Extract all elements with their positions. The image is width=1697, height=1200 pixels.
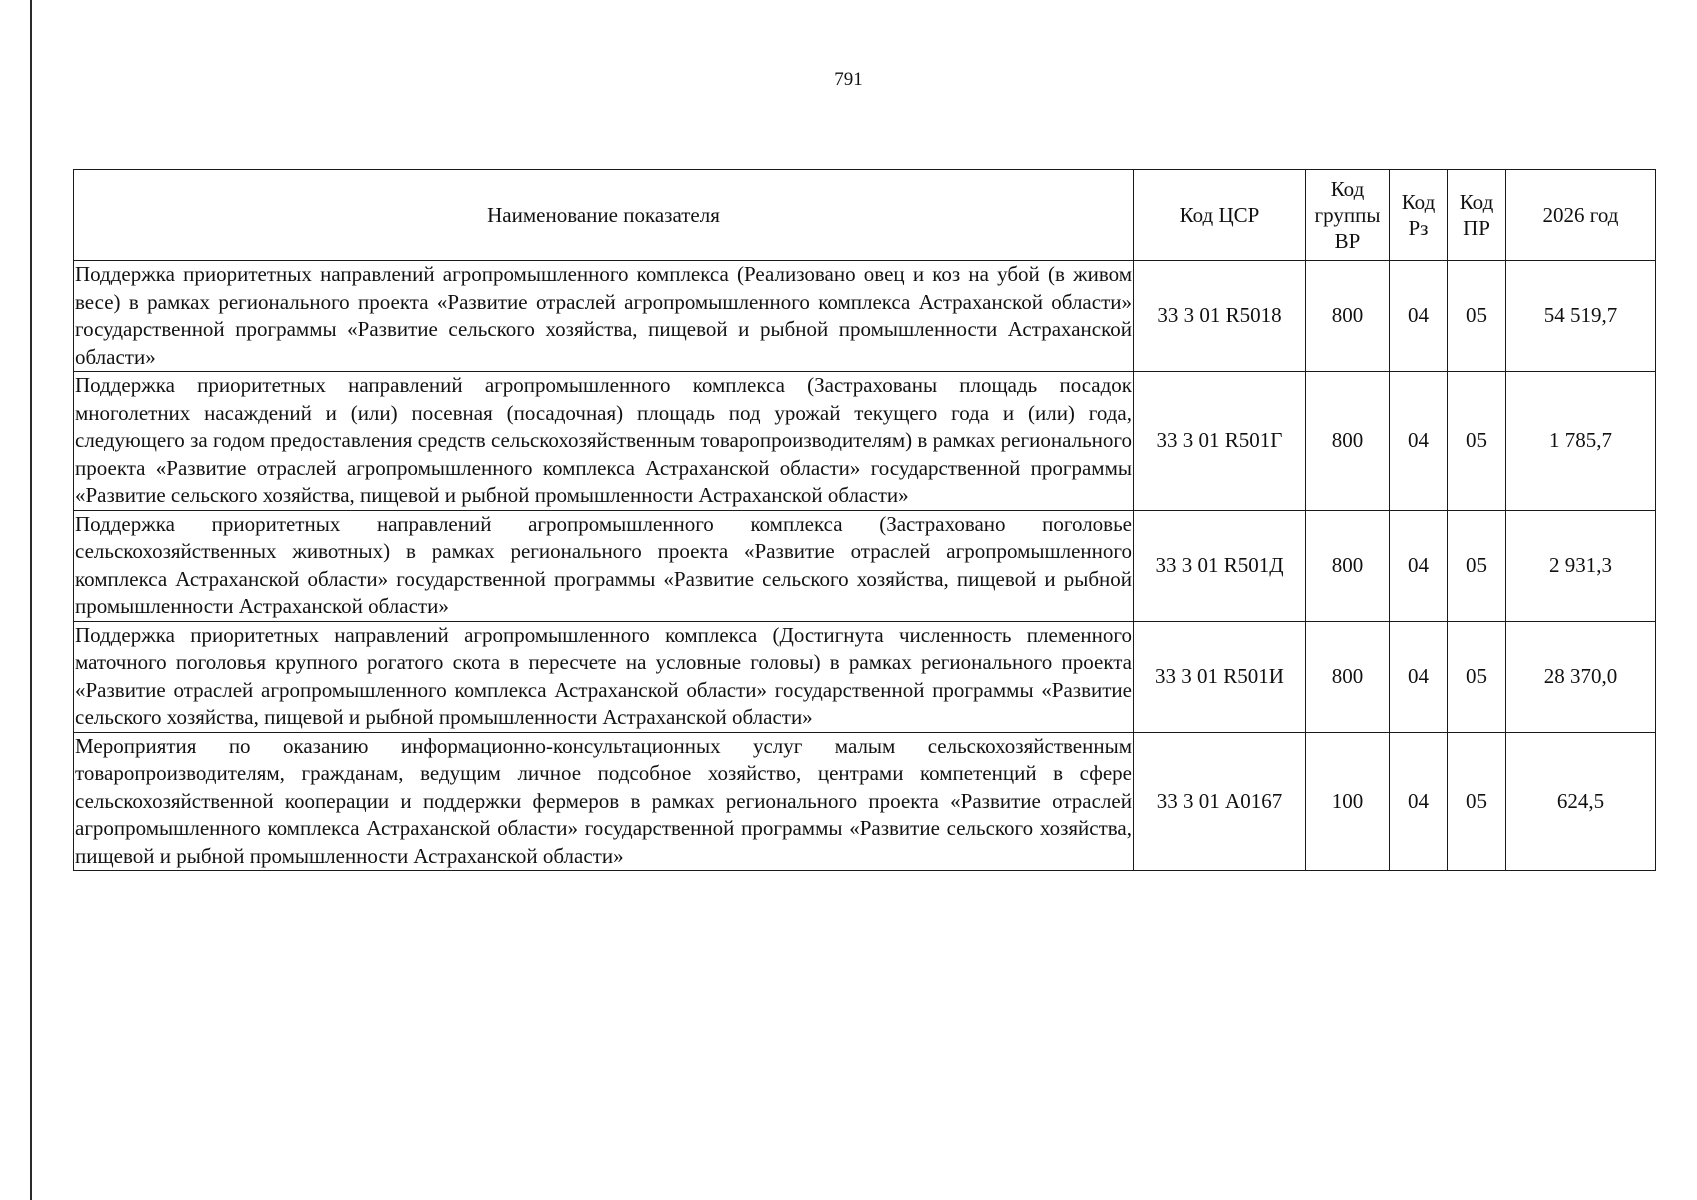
row-csr: 33 3 01 R5018 — [1134, 261, 1306, 372]
header-pr: Код ПР — [1448, 170, 1506, 261]
row-csr: 33 3 01 R501Г — [1134, 372, 1306, 511]
header-row — [74, 170, 1656, 261]
budget-table — [73, 169, 1656, 871]
row-csr: 33 3 01 R501И — [1134, 621, 1306, 732]
row-pr: 05 — [1448, 372, 1506, 511]
row-vr: 800 — [1306, 510, 1390, 621]
table-row — [74, 510, 1656, 621]
table-body — [74, 261, 1656, 871]
row-rz: 04 — [1390, 621, 1448, 732]
row-rz: 04 — [1390, 372, 1448, 511]
header-vr: Код группы ВР — [1306, 170, 1390, 261]
row-vr: 800 — [1306, 372, 1390, 511]
row-rz: 04 — [1390, 732, 1448, 871]
table-row — [74, 621, 1656, 732]
page-number: 791 — [834, 69, 863, 90]
row-name: Поддержка приоритетных направлений агропромышленного комплекса (Застрахованы площадь посадок многолетних насаждений и (или) посевная (посадочная) площадь под урожай текущего года и (или) года, следующего за годом предоставления средств сельскохозяйственным товаропроизводителям) в рамках регионального проекта «Развитие отраслей агропромышленного комплекса Астраханской области» государственной программы «Развитие сельского хозяйства, пищевой и рыбной промышленности Астраханской области» — [74, 372, 1134, 511]
row-name: Поддержка приоритетных направлений агропромышленного комплекса (Достигнута численность племенного маточного поголовья крупного рогатого скота в пересчете на условные головы) в рамках регионального проекта «Развитие отраслей агропромышленного комплекса Астраханской области» государственной программы «Развитие сельского хозяйства, пищевой и рыбной промышленности Астраханской области» — [74, 621, 1134, 732]
row-amount: 1 785,7 — [1506, 372, 1656, 511]
row-rz: 04 — [1390, 510, 1448, 621]
row-amount: 2 931,3 — [1506, 510, 1656, 621]
row-amount: 54 519,7 — [1506, 261, 1656, 372]
row-rz: 04 — [1390, 261, 1448, 372]
header-csr: Код ЦСР — [1134, 170, 1306, 261]
table-row — [74, 372, 1656, 511]
table-row — [74, 732, 1656, 871]
row-pr: 05 — [1448, 510, 1506, 621]
row-name: Мероприятия по оказанию информационно-консультационных услуг малым сельскохозяйственным товаропроизводителям, гражданам, ведущим личное подсобное хозяйство, центрами компетенций в сфере сельскохозяйственной кооперации и поддержки фермеров в рамках регионального проекта «Развитие отраслей агропромышленного комплекса Астраханской области» государственной программы «Развитие сельского хозяйства, пищевой и рыбной промышленности Астраханской области» — [74, 732, 1134, 871]
row-csr: 33 3 01 R501Д — [1134, 510, 1306, 621]
header-year: 2026 год — [1506, 170, 1656, 261]
row-pr: 05 — [1448, 732, 1506, 871]
row-pr: 05 — [1448, 621, 1506, 732]
row-name: Поддержка приоритетных направлений агропромышленного комплекса (Реализовано овец и коз на убой (в живом весе) в рамках регионального проекта «Развитие отраслей агропромышленного комплекса Астраханской области» государственной программы «Развитие сельского хозяйства, пищевой и рыбной промышленности Астраханской области» — [74, 261, 1134, 372]
table-row — [74, 261, 1656, 372]
row-name: Поддержка приоритетных направлений агропромышленного комплекса (Застраховано поголовье сельскохозяйственных животных) в рамках регионального проекта «Развитие отраслей агропромышленного комплекса Астраханской области» государственной программы «Развитие сельского хозяйства, пищевой и рыбной промышленности Астраханской области» — [74, 510, 1134, 621]
scan-edge-line — [30, 0, 32, 1200]
table-header — [74, 170, 1656, 261]
row-csr: 33 3 01 А0167 — [1134, 732, 1306, 871]
header-name: Наименование показателя — [74, 170, 1134, 261]
row-pr: 05 — [1448, 261, 1506, 372]
row-amount: 624,5 — [1506, 732, 1656, 871]
row-amount: 28 370,0 — [1506, 621, 1656, 732]
row-vr: 100 — [1306, 732, 1390, 871]
header-rz: Код Рз — [1390, 170, 1448, 261]
row-vr: 800 — [1306, 261, 1390, 372]
row-vr: 800 — [1306, 621, 1390, 732]
